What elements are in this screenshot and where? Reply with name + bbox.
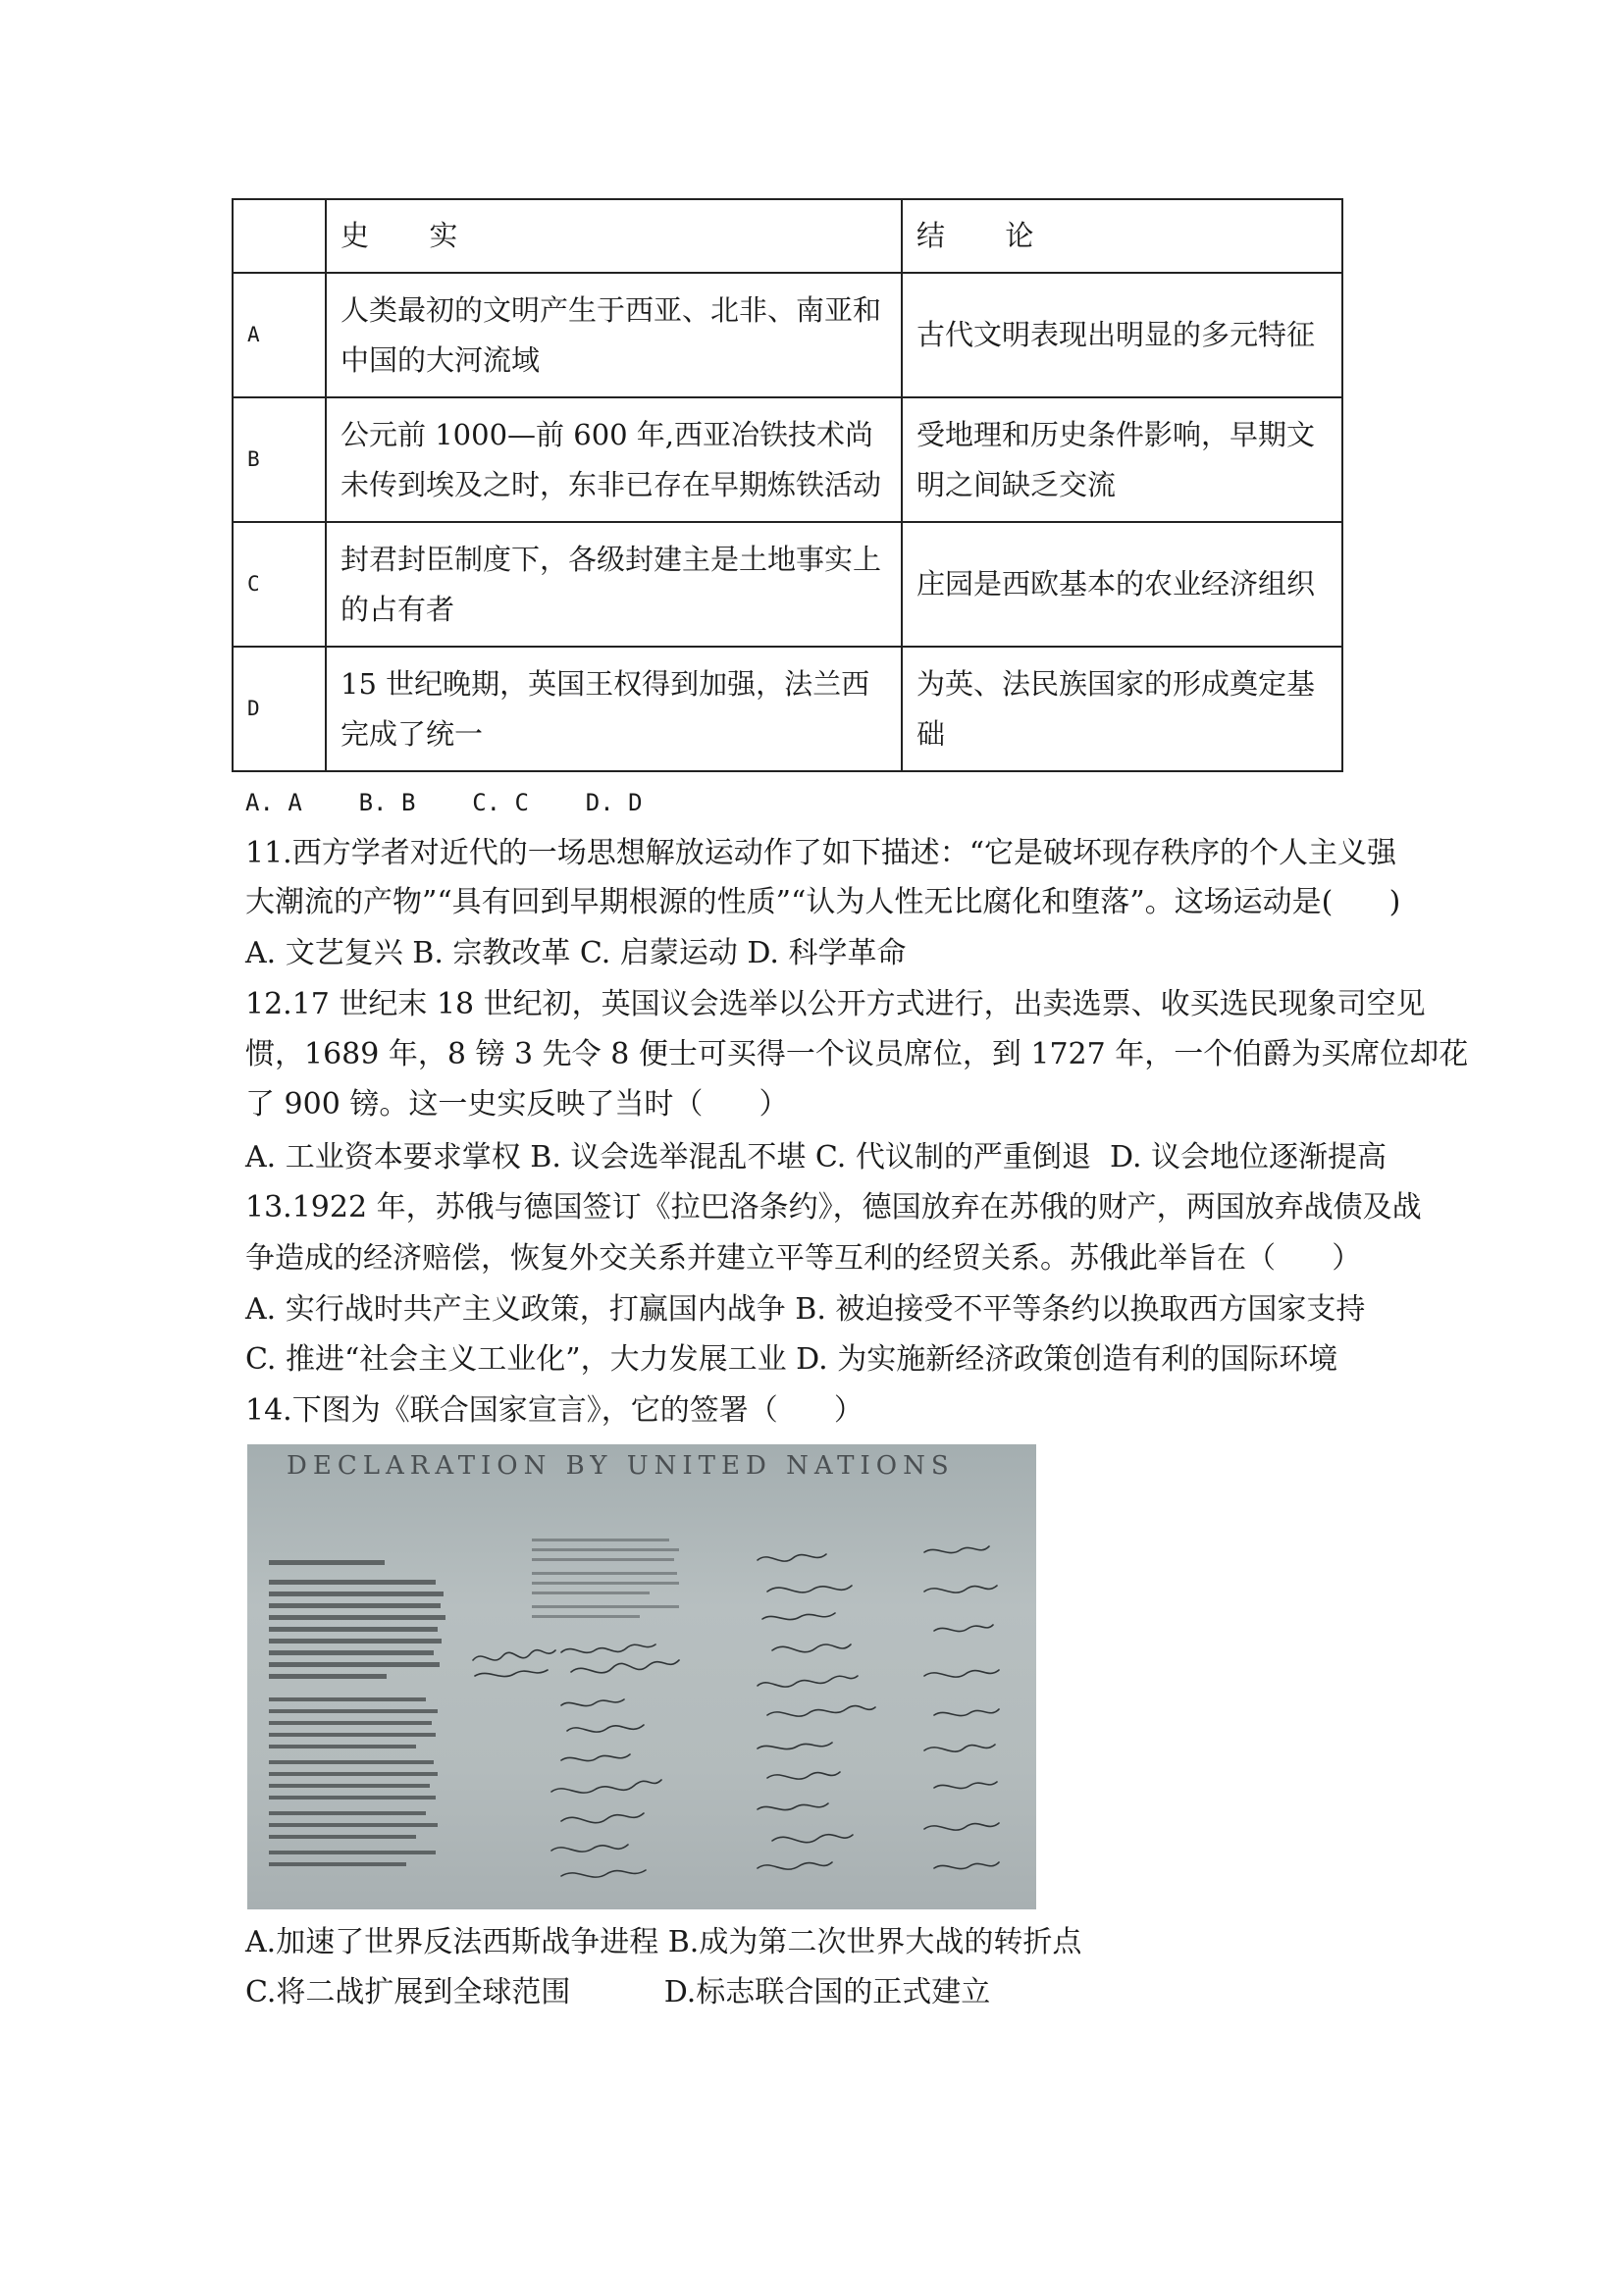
- q14-stem: 14.下图为《联合国家宣言》，它的签署（ ）: [245, 1393, 864, 1428]
- row-conclusion: 庄园是西欧基本的农业经济组织: [902, 522, 1342, 647]
- table-row: [233, 647, 1342, 771]
- table-header-row: [233, 199, 1342, 273]
- row-conclusion: 受地理和历史条件影响，早期文明之间缺乏交流: [902, 397, 1342, 522]
- q10-options: A. A B. B C. C D. D: [245, 789, 643, 816]
- row-conclusion: 为英、法民族国家的形成奠定基础: [902, 647, 1342, 771]
- row-letter: C: [233, 522, 326, 647]
- q13-options-line1: A. 实行战时共产主义政策，打赢国内战争 B. 被迫接受不平等条约以换取西方国家支持: [245, 1292, 1366, 1327]
- q13-stem-line1: 13.1922 年，苏俄与德国签订《拉巴洛条约》，德国放弃在苏俄的财产，两国放弃战债及战: [245, 1190, 1422, 1225]
- q14-options-line1: A.加速了世界反法西斯战争进程 B.成为第二次世界大战的转折点: [245, 1925, 1082, 1959]
- table-row: [233, 273, 1342, 397]
- declaration-document-image: [247, 1444, 1036, 1909]
- typed-text-block-left: [269, 1560, 445, 1866]
- q13-options-line2: C. 推进“社会主义工业化”，大力发展工业 D. 为实施新经济政策创造有利的国际环境: [245, 1342, 1338, 1377]
- row-letter: D: [233, 647, 326, 771]
- row-letter: A: [233, 273, 326, 397]
- row-fact: 15 世纪晚期，英国王权得到加强，法兰西完成了统一: [326, 647, 902, 771]
- table-row: [233, 397, 1342, 522]
- header-empty-cell: [233, 199, 326, 273]
- q11-stem-line2: 大潮流的产物”“具有回到早期根源的性质”“认为人性无比腐化和堕落”。这场运动是( ): [245, 885, 1401, 919]
- row-conclusion: 古代文明表现出明显的多元特征: [902, 273, 1342, 397]
- row-letter: B: [233, 397, 326, 522]
- row-fact: 封君封臣制度下，各级封建主是土地事实上的占有者: [326, 522, 902, 647]
- q12-options: A. 工业资本要求掌权 B. 议会选举混乱不堪 C. 代议制的严重倒退 D. 议会地位逐渐提高: [245, 1140, 1387, 1174]
- q11-options: A. 文艺复兴 B. 宗教改革 C. 启蒙运动 D. 科学革命: [245, 936, 907, 970]
- row-fact: 人类最初的文明产生于西亚、北非、南亚和中国的大河流域: [326, 273, 902, 397]
- declaration-photo: [247, 1444, 1036, 1909]
- q13-stem-line2: 争造成的经济赔偿，恢复外交关系并建立平等互利的经贸关系。苏俄此举旨在（ ）: [245, 1241, 1362, 1276]
- table-row: [233, 522, 1342, 647]
- q12-stem-line3: 了 900 镑。这一史实反映了当时（ ）: [245, 1087, 789, 1122]
- signatures: [473, 1546, 999, 1877]
- header-facts: 史 实: [326, 199, 902, 273]
- photo-title: DECLARATION BY UNITED NATIONS: [287, 1451, 955, 1481]
- header-conclusion: 结 论: [902, 199, 1342, 273]
- q12-stem-line2: 惯，1689 年，8 镑 3 先令 8 便士可买得一个议员席位，到 1727 年，一个伯爵为买席位却花: [245, 1037, 1469, 1071]
- typed-text-block-center: [532, 1539, 679, 1618]
- q14-options-line2: C.将二战扩展到全球范围 D.标志联合国的正式建立: [245, 1975, 991, 2009]
- history-facts-table: [232, 198, 1343, 772]
- q12-stem-line1: 12.17 世纪末 18 世纪初，英国议会选举以公开方式进行，出卖选票、收买选民现象司空见: [245, 987, 1426, 1021]
- q11-stem-line1: 11.西方学者对近代的一场思想解放运动作了如下描述：“它是破坏现存秩序的个人主义强: [245, 836, 1397, 870]
- row-fact: 公元前 1000—前 600 年,西亚冶铁技术尚未传到埃及之时，东非已存在早期炼铁活动: [326, 397, 902, 522]
